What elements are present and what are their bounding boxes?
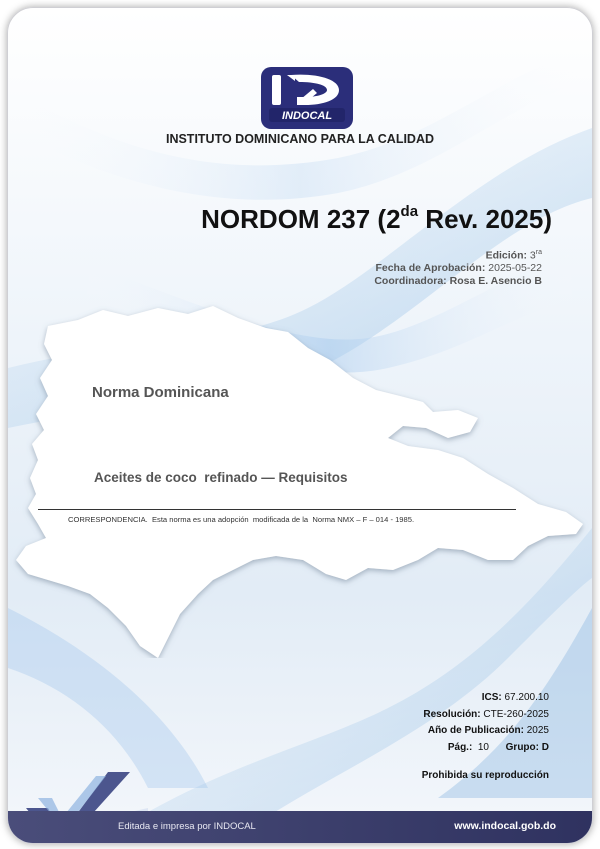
coordinadora-label: Coordinadora: bbox=[374, 274, 447, 287]
edicion-label: Edición: bbox=[485, 249, 527, 262]
resolucion-value: CTE-260-2025 bbox=[483, 708, 549, 720]
resolucion-label: Resolución: bbox=[423, 708, 481, 720]
resolucion-row bbox=[423, 707, 549, 724]
norma-dominicana-label: Norma Dominicana bbox=[92, 384, 229, 401]
grupo-label: Grupo: bbox=[505, 741, 539, 753]
divider-line bbox=[38, 509, 516, 510]
edition-meta bbox=[374, 247, 542, 287]
title-rest: Rev. 2025) bbox=[418, 204, 552, 234]
fecha-value: 2025-05-22 bbox=[488, 262, 542, 275]
anio-row bbox=[423, 723, 549, 740]
publication-info bbox=[423, 690, 549, 756]
title-sup: da bbox=[400, 203, 419, 221]
fecha-row bbox=[374, 262, 542, 275]
edicion-sup: ra bbox=[535, 249, 542, 256]
coordinadora-row bbox=[374, 275, 542, 288]
pag-label: Pág.: bbox=[447, 741, 473, 753]
title-main: NORDOM 237 (2 bbox=[201, 204, 401, 234]
footer-website-link[interactable]: www.indocal.gob.do bbox=[454, 820, 556, 832]
norma-subject: Aceites de coco refinado — Requisitos bbox=[94, 470, 348, 485]
correspondencia-note: CORRESPONDENCIA. Esta norma es una adopción modificada de la Norma NMX – F – 014 - 1985. bbox=[68, 515, 415, 524]
edicion-row bbox=[374, 247, 542, 262]
ics-label: ICS: bbox=[481, 692, 502, 703]
ics-value: 67.200.10 bbox=[504, 692, 549, 703]
indocal-logo bbox=[261, 67, 353, 129]
institute-name: INSTITUTO DOMINICANO PARA LA CALIDAD bbox=[165, 132, 435, 146]
grupo-value: D bbox=[541, 741, 549, 753]
coordinadora-value: Rosa E. Asencio B bbox=[449, 274, 542, 287]
fecha-label: Fecha de Aprobación: bbox=[375, 262, 486, 275]
logo-text: INDOCAL bbox=[281, 110, 333, 122]
anio-value: 2025 bbox=[526, 725, 549, 737]
edicion-value: 3 bbox=[529, 249, 536, 262]
document-title bbox=[201, 204, 552, 235]
anio-label: Año de Publicación: bbox=[427, 725, 524, 737]
pag-grupo-row bbox=[423, 740, 549, 757]
pag-value: 10 bbox=[477, 741, 489, 753]
footer-publisher: Editada e impresa por INDOCAL bbox=[118, 821, 256, 832]
document-cover bbox=[7, 7, 593, 844]
footer-bar bbox=[8, 811, 592, 843]
prohibida-notice: Prohibida su reproducción bbox=[421, 770, 549, 781]
ics-row bbox=[423, 690, 549, 707]
